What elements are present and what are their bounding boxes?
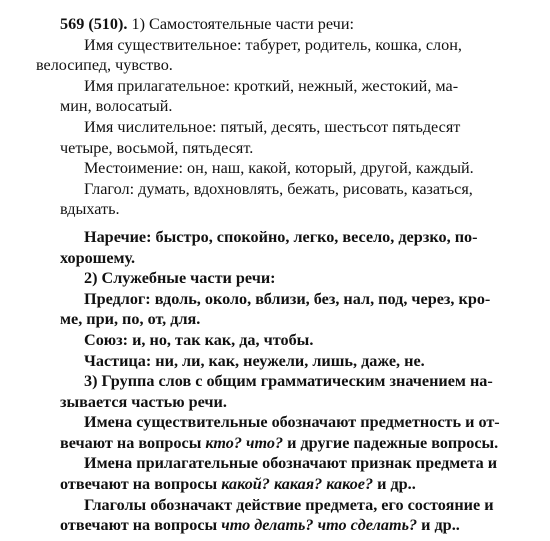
nouns-meaning-pre: вечают на вопросы bbox=[60, 433, 206, 452]
verbs-meaning-post: и др.. bbox=[417, 516, 460, 535]
numeral-line-2: четыре, восьмой, пятьдесят. bbox=[60, 138, 254, 157]
conjunction-line: Союз: и, но, так как, да, чтобы. bbox=[84, 330, 314, 349]
adverb-examples bbox=[60, 227, 516, 268]
noun-line-2: велосипед, чувство. bbox=[36, 56, 173, 75]
adjectives-meaning-pre: отвечают на вопросы bbox=[60, 475, 222, 494]
verb-examples bbox=[60, 179, 516, 220]
noun-line-1: Имя существительное: табурет, родитель, кошка, слон, bbox=[84, 35, 462, 54]
adverb-line-1: Наречие: быстро, спокойно, легко, весело, дерзко, по- bbox=[84, 227, 478, 246]
preposition-line-1: Предлог: вдоль, около, вблизи, без, нал, под, через, кро- bbox=[84, 289, 491, 308]
part3-line-1: 3) Группа слов с общим грамматическим значением на- bbox=[84, 372, 493, 391]
verb-line-2: вдыхать. bbox=[60, 200, 120, 219]
nouns-meaning-post: и другие падежные вопросы. bbox=[283, 433, 499, 452]
adjectives-meaning bbox=[60, 453, 516, 494]
noun-examples bbox=[36, 35, 516, 76]
adjective-examples bbox=[60, 76, 516, 117]
verb-line-1: Глагол: думать, вдохновлять, бежать, рисовать, казаться, bbox=[84, 179, 473, 198]
pronoun-examples bbox=[60, 158, 516, 179]
exercise-header bbox=[60, 14, 516, 35]
nouns-meaning-line-1: Имена существительные обозначают предметность и от- bbox=[84, 413, 500, 432]
adjectives-meaning-post: и др.. bbox=[373, 475, 416, 494]
adjective-line-1: Имя прилагательное: кроткий, нежный, жестокий, ма- bbox=[84, 76, 459, 95]
verbs-meaning-line-2 bbox=[36, 515, 516, 536]
part2-title bbox=[60, 268, 516, 289]
part3-definition bbox=[60, 371, 516, 412]
nouns-meaning bbox=[60, 412, 516, 453]
verbs-meaning-line-1: Глаголы обозначакт действие предмета, его состояние и bbox=[84, 495, 494, 514]
conjunction-examples bbox=[60, 330, 516, 351]
verbs-meaning-pre: отвечают на вопросы bbox=[60, 516, 222, 535]
adjectives-meaning-line-2 bbox=[36, 474, 516, 495]
particle-line: Частица: ни, ли, как, неужели, лишь, даже, не. bbox=[84, 351, 425, 370]
particle-examples bbox=[60, 351, 516, 372]
numeral-examples bbox=[60, 117, 516, 158]
adjectives-meaning-questions: какой? какая? какое? bbox=[221, 475, 374, 494]
preposition-line-2: ме, при, по, от, для. bbox=[60, 310, 201, 329]
pronoun-line-1: Местоимение: он, наш, какой, который, другой, каждый. bbox=[84, 159, 474, 178]
verbs-meaning bbox=[60, 495, 516, 536]
part1-title: 1) Самостоятельные части речи: bbox=[131, 15, 354, 33]
exercise-number: 569 (510). bbox=[60, 15, 128, 33]
numeral-line-1: Имя числительное: пятый, десять, шестьсот пятьдесят bbox=[84, 117, 461, 136]
part3-line-2: зывается частью речи. bbox=[60, 392, 227, 411]
adjectives-meaning-line-1: Имена прилагательные обозначают признак предмета и bbox=[84, 454, 498, 473]
part2-title-text: 2) Служебные части речи: bbox=[84, 269, 276, 288]
verbs-meaning-questions: что делать? что сделать? bbox=[221, 516, 418, 535]
nouns-meaning-line-2 bbox=[36, 433, 516, 454]
adverb-line-2: хорошему. bbox=[60, 248, 136, 267]
preposition-examples bbox=[60, 289, 516, 330]
nouns-meaning-questions: кто? что? bbox=[205, 433, 284, 452]
adjective-line-2: мин, волосатый. bbox=[60, 97, 173, 116]
